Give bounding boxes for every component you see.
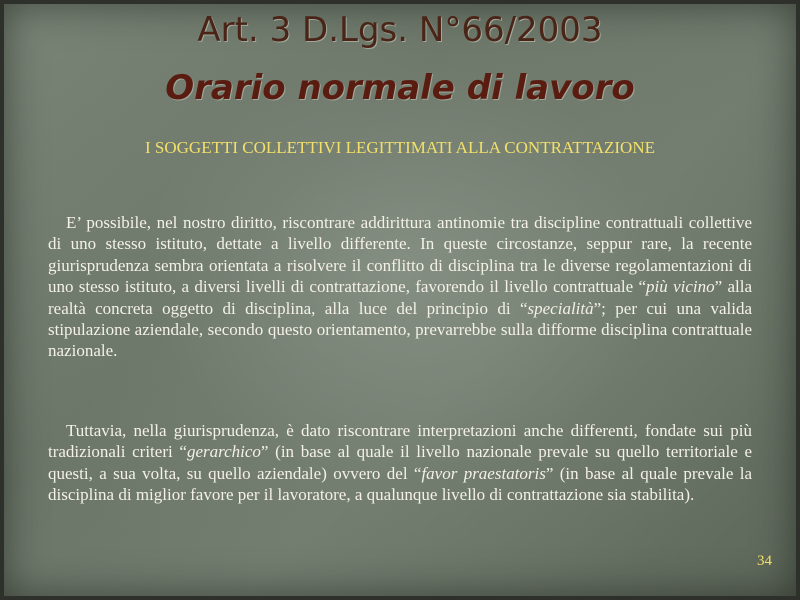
- title-line-2: Orario normale di lavoro: [165, 68, 635, 108]
- section-subtitle: I SOGGETTI COLLETTIVI LEGITTIMATI ALLA CONTRATTAZIONE: [145, 138, 655, 157]
- paragraph-2-italic-a: gerarchico: [186, 442, 261, 462]
- paragraph-1-italic-a: più vicino: [646, 277, 715, 297]
- paragraph-2-text-b: ” (in base al quale il livello nazionale prevale su quello territoriale e questi, a sua volta, su quello aziendale) ovvero del “: [48, 442, 752, 483]
- paragraph-1-text-a: E’ possibile, nel nostro diritto, riscontrare addirittura antinomie tra discipline contrattuali collettive di uno stesso istituto, dettate a livello differente. In queste circostanze, seppur rare, la recente giurisprudenza sembra orientata a risolvere il conflitto di disciplina tra le diverse regolamentazioni di uno stesso istituto, a diversi livelli di contrattazione, favorendo il livello contrattuale “: [48, 213, 752, 297]
- paragraph-2-italic-b: favor praestatoris: [421, 463, 546, 483]
- page-number: 34: [757, 553, 772, 569]
- title-line-1: Art. 3 D.Lgs. N°66/2003: [197, 10, 603, 50]
- paragraph-2: [48, 420, 752, 506]
- paragraph-1-text-c: ”; per cui una valida stipulazione aziendale, secondo questo orientamento, prevarrebbe sulla difforme disciplina contrattuale nazionale.: [48, 298, 753, 361]
- paragraph-1-italic-b: specialità: [527, 298, 594, 318]
- paragraph-2-text-c: ” (in base al quale prevale la disciplina di miglior favore per il lavoratore, a qualunque livello di contrattazione sia stabilita).: [48, 463, 752, 505]
- paragraph-1: [48, 212, 752, 362]
- paragraph-1-text-b: ” alla realtà concreta oggetto di disciplina, alla luce del principio di “: [48, 277, 753, 318]
- paragraph-2-text-a: Tuttavia, nella giurisprudenza, è dato riscontrare interpretazioni anche differenti, fondate sui più tradizionali criteri “: [48, 421, 752, 462]
